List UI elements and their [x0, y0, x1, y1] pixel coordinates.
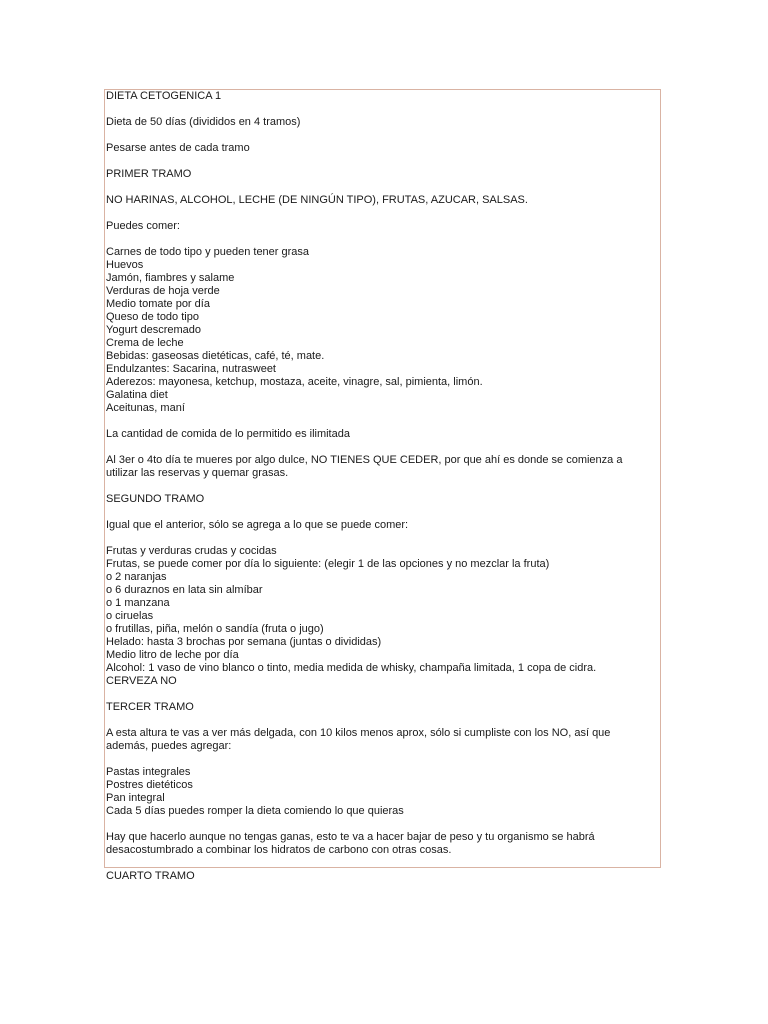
list-item: o ciruelas	[106, 610, 154, 622]
first-stage-heading: PRIMER TRAMO	[106, 168, 192, 180]
intro-line: además, puedes agregar:	[106, 740, 232, 752]
list-item: Endulzantes: Sacarina, nutrasweet	[106, 363, 276, 375]
third-stage-food-list	[106, 766, 658, 818]
document-content	[106, 90, 658, 896]
list-item: Helado: hasta 3 brochas por semana (juntas o divididas)	[106, 636, 382, 648]
first-stage-can-eat: Puedes comer:	[106, 220, 180, 232]
second-stage-food-list	[106, 545, 658, 688]
list-item: Aceitunas, maní	[106, 402, 185, 414]
first-stage-quantity: La cantidad de comida de lo permitido es ilimitada	[106, 428, 350, 440]
list-item: Carnes de todo tipo y pueden tener grasa	[106, 246, 310, 258]
intro-line: A esta altura te vas a ver más delgada, con 10 kilos menos aprox, sólo si cumpliste con los NO, así que	[106, 727, 611, 739]
list-item: Aderezos: mayonesa, ketchup, mostaza, aceite, vinagre, sal, pimienta, limón.	[106, 376, 483, 388]
list-item: Queso de todo tipo	[106, 311, 199, 323]
fourth-stage-heading: CUARTO TRAMO	[106, 870, 195, 882]
list-item: Verduras de hoja verde	[106, 285, 220, 297]
list-item: o 1 manzana	[106, 597, 170, 609]
list-item: Yogurt descremado	[106, 324, 201, 336]
second-stage-intro: Igual que el anterior, sólo se agrega a lo que se puede comer:	[106, 519, 409, 531]
list-item: Frutas, se puede comer por día lo siguiente: (elegir 1 de las opciones y no mezclar la fruta)	[106, 558, 550, 570]
list-item: Medio tomate por día	[106, 298, 210, 310]
list-item: CERVEZA NO	[106, 675, 177, 687]
second-stage-heading: SEGUNDO TRAMO	[106, 493, 205, 505]
list-item: Frutas y verduras crudas y cocidas	[106, 545, 277, 557]
first-stage-note	[106, 454, 658, 480]
third-stage-intro	[106, 727, 658, 753]
first-stage-food-list	[106, 246, 658, 415]
list-item: Postres dietéticos	[106, 779, 193, 791]
list-item: Jamón, fiambres y salame	[106, 272, 235, 284]
note-line: Al 3er o 4to día te mueres por algo dulce, NO TIENES QUE CEDER, por que ahí es donde se comienza a	[106, 454, 623, 466]
list-item: o 2 naranjas	[106, 571, 167, 583]
list-item: Alcohol: 1 vaso de vino blanco o tinto, media medida de whisky, champaña limitada, 1 copa de cidra.	[106, 662, 597, 674]
list-item: Pan integral	[106, 792, 165, 804]
list-item: Bebidas: gaseosas dietéticas, café, té, mate.	[106, 350, 325, 362]
note-line: utilizar las reservas y quemar grasas.	[106, 467, 289, 479]
weigh-instruction: Pesarse antes de cada tramo	[106, 142, 250, 154]
list-item: Pastas integrales	[106, 766, 191, 778]
intro-text: Dieta de 50 días (divididos en 4 tramos)	[106, 116, 301, 128]
list-item: Cada 5 días puedes romper la dieta comiendo lo que quieras	[106, 805, 404, 817]
document-title: DIETA CETOGENICA 1	[106, 90, 222, 102]
list-item: Crema de leche	[106, 337, 184, 349]
third-stage-note	[106, 831, 658, 857]
note-line: desacostumbrado a combinar los hidratos de carbono con otras cosas.	[106, 844, 452, 856]
third-stage-heading: TERCER TRAMO	[106, 701, 194, 713]
first-stage-restriction: NO HARINAS, ALCOHOL, LECHE (DE NINGÚN TIPO), FRUTAS, AZUCAR, SALSAS.	[106, 194, 528, 206]
note-line: Hay que hacerlo aunque no tengas ganas, esto te va a hacer bajar de peso y tu organismo se habrá	[106, 831, 595, 843]
list-item: Medio litro de leche por día	[106, 649, 239, 661]
list-item: Galatina diet	[106, 389, 168, 401]
list-item: Huevos	[106, 259, 144, 271]
list-item: o frutillas, piña, melón o sandía (fruta o jugo)	[106, 623, 324, 635]
list-item: o 6 duraznos en lata sin almíbar	[106, 584, 263, 596]
